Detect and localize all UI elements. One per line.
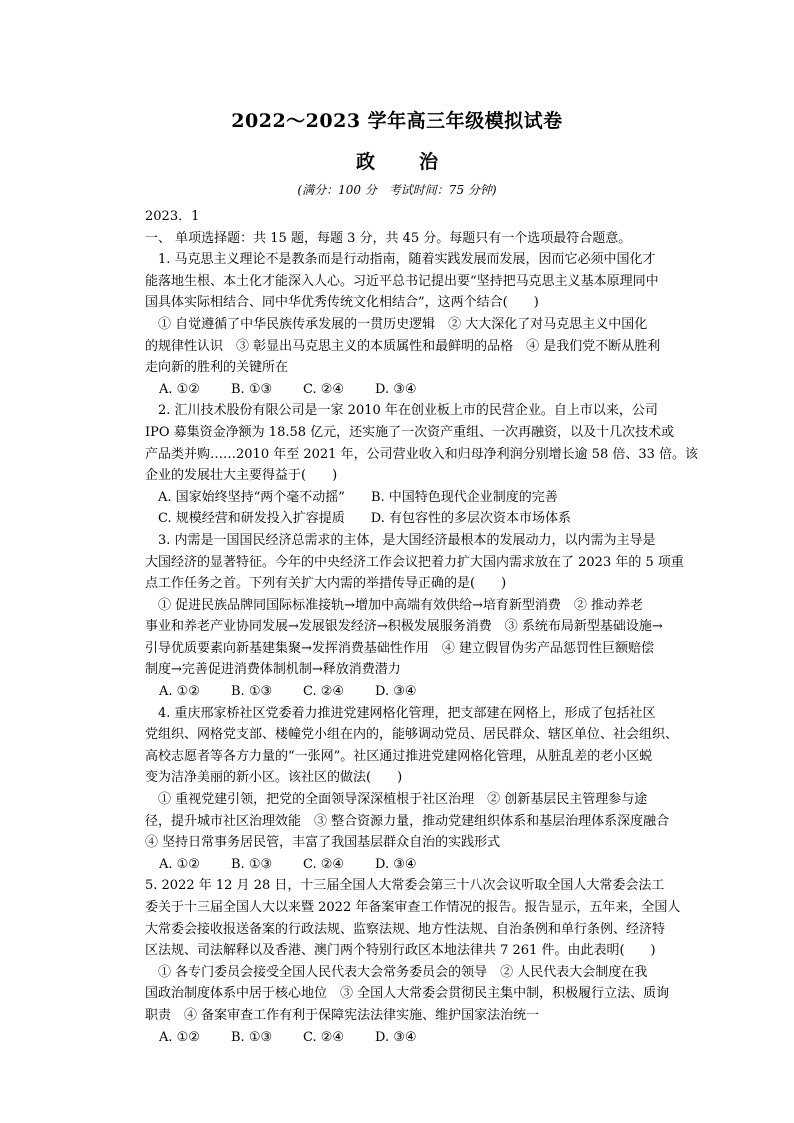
- q5-option-c[interactable]: C. ②④: [303, 1029, 345, 1045]
- exam-meta: (满分：100 分 考试时间：75 分钟): [297, 183, 497, 197]
- subject-title: [0, 147, 794, 174]
- q1-line: 的规律性认识 ③ 彰显出马克思主义的本质属性和最鲜明的品格 ④ 是我们党不断从胜利: [145, 338, 661, 354]
- q4-line: 高校志愿者等各方力量的“一张网”。社区通过推进党建网格化管理，从脏乱差的老小区蜕: [145, 748, 653, 764]
- q1-line: 能落地生根、本土化才能深入人心。习近平总书记提出要“坚持把马克思主义基本原理同中: [145, 273, 659, 289]
- subject-char-2: 治: [419, 151, 439, 173]
- q4-line: ④ 坚持日常事务居民管，丰富了我国基层群众自治的实践形式: [145, 835, 501, 851]
- q3-option-a[interactable]: A. ①②: [159, 684, 200, 700]
- q3-option-c[interactable]: C. ②④: [303, 684, 345, 700]
- q3-option-b[interactable]: B. ①③: [231, 684, 273, 700]
- q3-line: 引导优质要素向新基建集聚→发挥消费基础性作用 ④ 建立假冒伪劣产品惩罚性巨额赔偿: [145, 640, 655, 656]
- q4-option-b[interactable]: B. ①③: [231, 856, 273, 872]
- q4-line: 径，提升城市社区治理效能 ③ 整合资源力量，推动党建组织体系和基层治理体系深度融合: [145, 813, 670, 829]
- q1-line: ① 自觉遵循了中华民族传承发展的一贯历史逻辑 ② 大大深化了对马克思主义中国化: [145, 316, 648, 332]
- exam-content: [145, 206, 699, 1048]
- q5-option-b[interactable]: B. ①③: [231, 1029, 273, 1045]
- q2-line: 产品类并购……2010 年至 2021 年，公司营业收入和归母净利润分别增长逾 58 倍、33 倍。该: [145, 446, 699, 462]
- q3-line: 大国经济的显著特征。今年的中央经济工作会议把着力扩大国内需求放在了 2023 年的 5 项重: [145, 554, 684, 570]
- q3-line: 3. 内需是一国国民经济总需求的主体，是大国经济最根本的发展动力，以内需为主导是: [145, 532, 656, 548]
- q5-line: 大常委会接收报送备案的行政法规、监察法规、地方性法规、自治条例和单行条例、经济特: [145, 921, 666, 937]
- subject-char-1: 政: [355, 151, 375, 173]
- q3-line: ① 促进民族品牌同国际标准接轨→增加中高端有效供给→培育新型消费 ② 推动养老: [145, 597, 644, 613]
- q2-option-ab[interactable]: A. 国家始终坚持“两个毫不动摇” B. 中国特色现代企业制度的完善: [145, 489, 558, 505]
- q4-option-d[interactable]: D. ③④: [375, 856, 417, 872]
- q1-line: 国具体实际相结合、同中华优秀传统文化相结合”，这两个结合( ): [145, 295, 539, 311]
- q5-line: 国政治制度体系中居于核心地位 ③ 全国人大常委会贯彻民主集中制，积极履行立法、质询: [145, 986, 670, 1002]
- q5-option-a[interactable]: A. ①②: [159, 1029, 200, 1045]
- q4-line: ① 重视党建引领，把党的全面领导深深植根于社区治理 ② 创新基层民主管理参与途: [145, 792, 648, 808]
- q4-options: [145, 854, 680, 876]
- q1-line: 1. 马克思主义理论不是教条而是行动指南，随着实践发展而发展，因而它必须中国化才: [145, 252, 656, 268]
- q4-line: 变为洁净美丽的新小区。该社区的做法( ): [145, 770, 403, 786]
- q1-options: [145, 379, 680, 401]
- q2-line: IPO 募集资金净额为 18.58 亿元，还实施了一次资产重组、一次再融资，以及十几次技术或: [145, 424, 675, 440]
- q1-line: 走向新的胜利的关键所在: [145, 360, 289, 376]
- q5-option-d[interactable]: D. ③④: [375, 1029, 417, 1045]
- q5-line: 委关于十三届全国人大以来暨 2022 年备案审查工作情况的报告。报告显示，五年来，全国人: [145, 900, 681, 915]
- q1-option-b[interactable]: B. ①③: [231, 381, 273, 397]
- q3-line: 制度→完善促进消费体制机制→释放消费潜力: [145, 662, 401, 678]
- q1-option-c[interactable]: C. ②④: [303, 381, 345, 397]
- exam-title: 2022～2023 学年高三年级模拟试卷: [231, 110, 563, 132]
- q4-line: 党组织、网格党支部、楼幢党小组在内的，能够调动党员、居民群众、辖区单位、社会组织、: [145, 727, 679, 743]
- exam-date: 2023．1: [145, 209, 200, 224]
- q1-option-a[interactable]: A. ①②: [159, 381, 200, 397]
- q4-option-a[interactable]: A. ①②: [159, 856, 200, 872]
- q3-options: [145, 681, 680, 703]
- q5-line: 职责 ④ 备案审查工作有利于保障宪法法律实施、维护国家法治统一: [145, 1007, 540, 1023]
- q2-line: 2. 汇川技术股份有限公司是一家 2010 年在创业板上市的民营企业。自上市以来，公司: [145, 403, 658, 419]
- q4-line: 4. 重庆邢家桥社区党委着力推进党建网格化管理，把支部建在网格上，形成了包括社区: [145, 705, 656, 721]
- q3-line: 点工作任务之首。下列有关扩大内需的举措传导正确的是( ): [145, 576, 507, 592]
- q5-line: 5. 2022 年 12 月 28 日，十三届全国人大常委会第三十八次会议听取全国人大常委会法工: [145, 878, 665, 894]
- q5-line: 区法规、司法解释以及香港、澳门两个特别行政区本地法律共 7 261 件。由此表明( ): [145, 943, 656, 959]
- q3-option-d[interactable]: D. ③④: [375, 684, 417, 700]
- q4-option-c[interactable]: C. ②④: [303, 856, 345, 872]
- q3-line: 事业和养老产业协同发展→发展银发经济→积极发展服务消费 ③ 系统布局新型基础设施→: [145, 619, 663, 635]
- section-heading: 一、 单项选择题：共 15 题，每题 3 分，共 45 分。每题只有一个选项最符合题意。: [145, 230, 632, 246]
- q5-line: ① 各专门委员会接受全国人民代表大会常务委员会的领导 ② 人民代表大会制度在我: [145, 964, 648, 980]
- q2-line: 企业的发展壮大主要得益于( ): [145, 468, 338, 484]
- q5-options: [145, 1027, 680, 1049]
- q1-option-d[interactable]: D. ③④: [375, 381, 417, 397]
- q2-option-cd[interactable]: C. 规模经营和研发投入扩容提质 D. 有包容性的多层次资本市场体系: [145, 511, 571, 527]
